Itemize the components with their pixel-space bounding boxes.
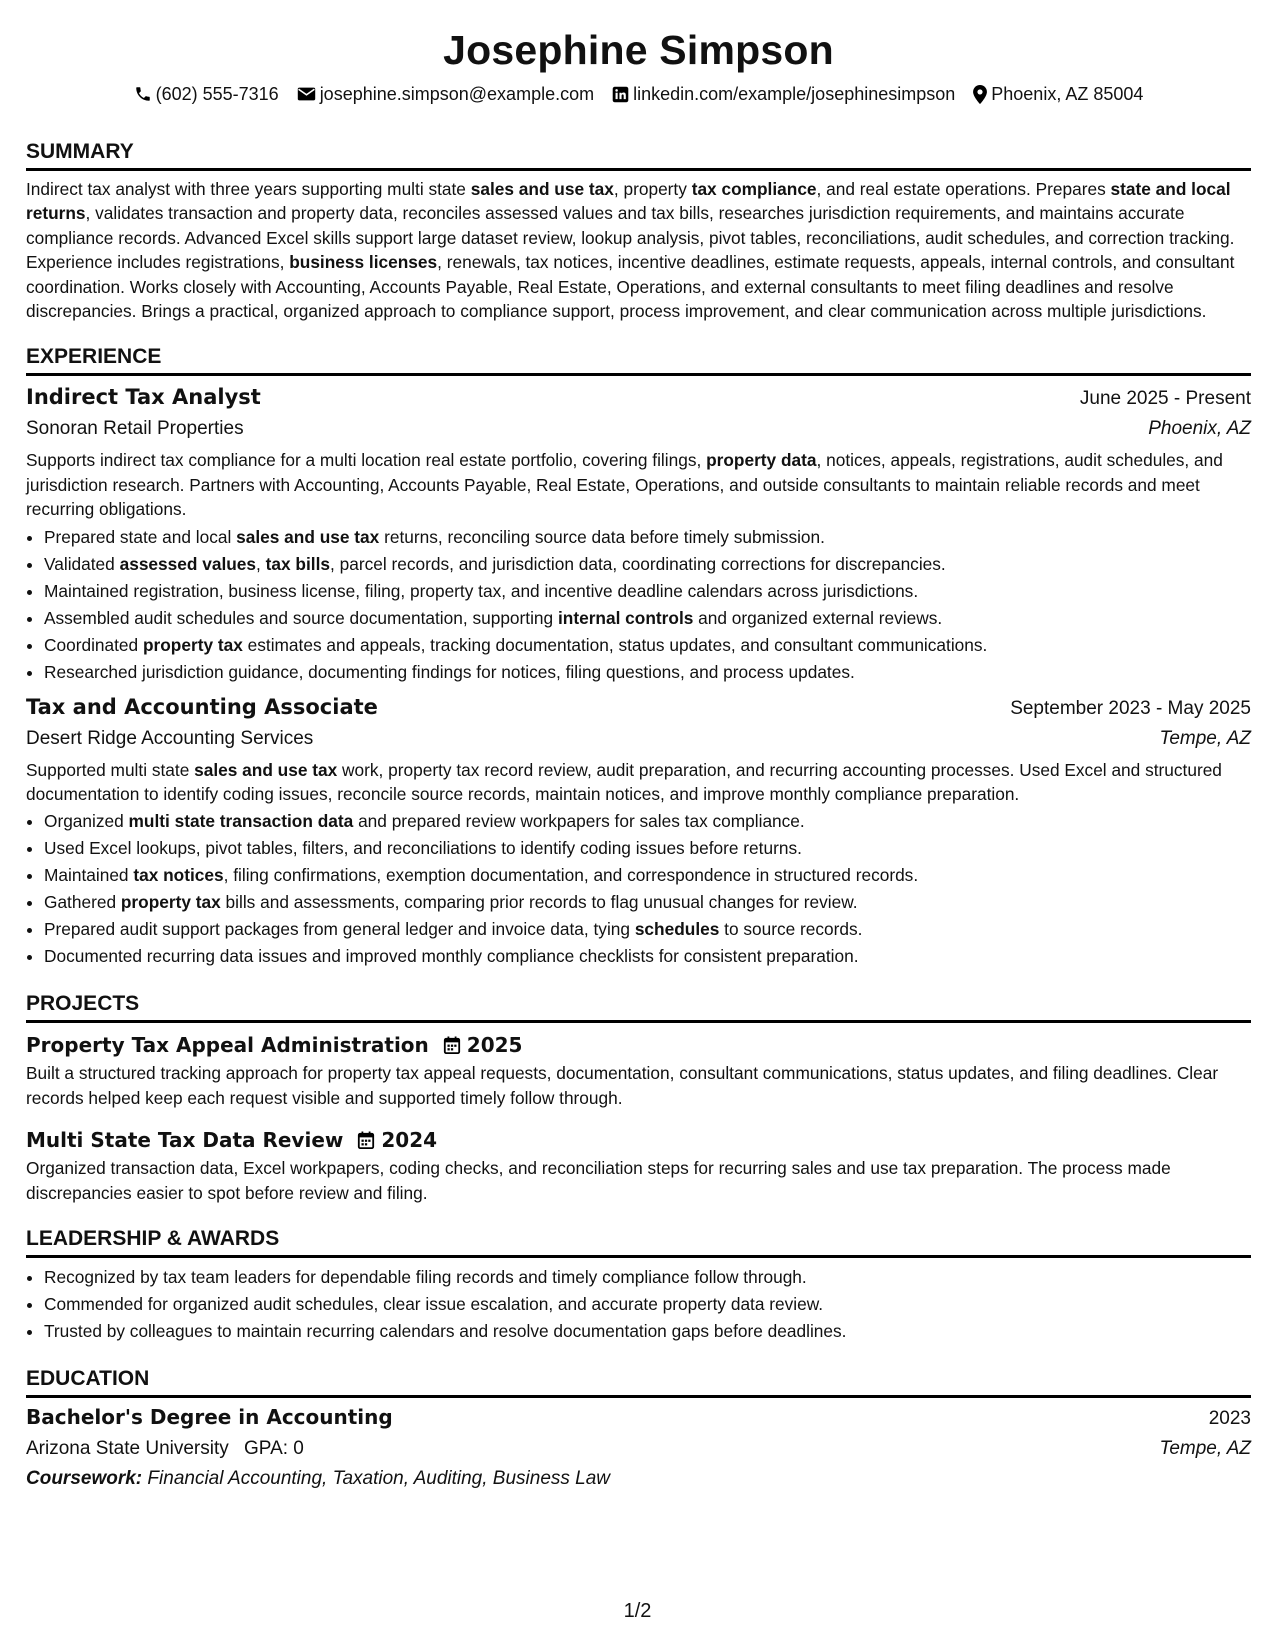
emphasis-text: schedules (634, 919, 720, 940)
job-title: Indirect Tax Analyst (26, 385, 261, 410)
contact-phone (134, 82, 279, 106)
calendar-icon (443, 1036, 461, 1055)
list-item: • Maintained registration, business license, filing, property tax, and incentive deadline calendars across jurisdictions. (44, 578, 1251, 605)
graduation-year: 2023 (1208, 1408, 1251, 1430)
projects-section (26, 990, 1251, 1205)
page-number: 1/2 (623, 1600, 652, 1622)
emphasis-text: tax notices (133, 865, 224, 886)
project-description: Organized transaction data, Excel workpapers, coding checks, and reconciliation steps for recurring sales and use tax preparation. The process made discrepancies easier to spot before review and filing. (26, 1158, 1171, 1203)
list-item: • Coordinated property tax estimates and appeals, tracking documentation, status updates, and consultant communications. (44, 632, 1251, 659)
resume-page (26, 22, 1251, 1494)
emphasis-text: property tax (120, 892, 221, 913)
project-year: 2024 (381, 1128, 438, 1153)
emphasis-text: tax compliance (691, 179, 817, 199)
gpa: GPA: 0 (244, 1438, 304, 1460)
contact-location (973, 82, 1143, 106)
section-title: PROJECTS (26, 990, 1251, 1023)
list-item: • Prepared state and local sales and use tax returns, reconciling source data before timely submission. (44, 524, 1251, 551)
list-item: • Maintained tax notices, filing confirmations, exemption documentation, and correspondence in structured records. (44, 862, 1251, 889)
project-year: 2025 (466, 1033, 523, 1058)
list-item: • Documented recurring data issues and improved monthly compliance checklists for consistent preparation. (44, 943, 1251, 970)
linkedin-text: linkedin.com/example/josephinesimpson (633, 84, 956, 104)
contact-email[interactable] (297, 82, 594, 106)
coursework-list: Financial Accounting, Taxation, Auditing, Business Law (147, 1468, 611, 1490)
project-entry (26, 1126, 1251, 1205)
job-description: Supports indirect tax compliance for a multi location real estate portfolio, covering filings, property data, notices, appeals, registrations, audit schedules, and jurisdiction research. Partners with Accounting, Accounts Payable, Real Estate, Operations, and outside consultants to maintain reliable records and meet recurring obligations. (26, 450, 1223, 520)
job-title: Tax and Accounting Associate (26, 694, 378, 719)
job-entry (26, 382, 1251, 685)
list-item: • Recognized by tax team leaders for dependable filing records and timely compliance follow through. (44, 1264, 1251, 1291)
section-title: LEADERSHIP & AWARDS (26, 1225, 1251, 1258)
leadership-section (26, 1225, 1251, 1345)
map-pin-icon (973, 85, 987, 104)
section-title: EDUCATION (26, 1365, 1251, 1398)
summary-section (26, 138, 1251, 323)
project-name: Property Tax Appeal Administration (26, 1033, 429, 1058)
job-entry (26, 692, 1251, 971)
project-description: Built a structured tracking approach for property tax appeal requests, documentation, consultant communications, status updates, and filing deadlines. Clear records helped keep each request visible and supported timely follow through. (26, 1063, 1219, 1108)
education-section (26, 1365, 1251, 1494)
emphasis-text: multi state transaction data (128, 811, 354, 832)
linkedin-icon (612, 86, 629, 103)
list-item: • Gathered property tax bills and assessments, comparing prior records to flag unusual changes for review. (44, 889, 1251, 916)
degree-title: Bachelor's Degree in Accounting (26, 1405, 393, 1430)
section-title: SUMMARY (26, 138, 1251, 171)
coursework (26, 1464, 1251, 1494)
list-item: • Assembled audit schedules and source documentation, supporting internal controls and organized external reviews. (44, 605, 1251, 632)
emphasis-text: sales and use tax (194, 759, 338, 780)
job-dates: September 2023 - May 2025 (1010, 697, 1251, 719)
emphasis-text: assessed values (119, 553, 257, 574)
emphasis-text: property tax (142, 634, 243, 655)
phone-text: (602) 555-7316 (155, 84, 279, 104)
candidate-name: Josephine Simpson (443, 27, 834, 73)
list-item: • Prepared audit support packages from general ledger and invoice data, tying schedules to source records. (44, 916, 1251, 943)
email-text: josephine.simpson@example.com (319, 84, 595, 104)
project-entry (26, 1031, 1251, 1110)
envelope-icon (297, 86, 316, 102)
emphasis-text: internal controls (557, 607, 694, 628)
job-bullets (26, 808, 1251, 970)
emphasis-text: sales and use tax (470, 179, 614, 199)
school-name: Arizona State University (26, 1438, 229, 1460)
list-item: • Organized multi state transaction data and prepared review workpapers for sales tax compliance. (44, 808, 1251, 835)
summary-text: Indirect tax analyst with three years supporting multi state sales and use tax, property tax compliance, and real estate operations. Prepares state and local returns, validates transaction and property data, reconciles assessed values and tax bills, researches jurisdiction requirements, and maintains accurate compliance records. Advanced Excel skills support large dataset review, lookup analysis, pivot tables, reconciliations, audit schedules, and correction tracking. Experience includes registrations, business licenses, renewals, tax notices, incentive deadlines, estimate requests, appeals, internal controls, and consultant coordination. Works closely with Accounting, Accounts Payable, Real Estate, Operations, and external consultants to meet filing deadlines and resolve discrepancies. Brings a practical, organized approach to compliance support, process improvement, and clear communication across multiple jurisdictions. (26, 179, 1235, 322)
list-item: • Trusted by colleagues to maintain recurring calendars and resolve documentation gaps before deadlines. (44, 1318, 1251, 1345)
job-description: Supported multi state sales and use tax work, property tax record review, audit preparation, and recurring accounting processes. Used Excel and structured documentation to identify coding issues, reconcile source records, maintain notices, and improve monthly compliance preparation. (26, 759, 1222, 805)
emphasis-text: business licenses (289, 252, 438, 273)
contact-bar (26, 82, 1251, 106)
emphasis-text: state and local returns (26, 179, 1231, 224)
job-location: Tempe, AZ (1159, 727, 1251, 749)
emphasis-text: tax bills (265, 553, 330, 574)
experience-section (26, 343, 1251, 970)
coursework-label: Coursework: (26, 1468, 143, 1490)
contact-linkedin[interactable] (612, 82, 955, 106)
job-dates: June 2025 - Present (1079, 388, 1251, 410)
project-name: Multi State Tax Data Review (26, 1128, 344, 1153)
list-item: • Validated assessed values, tax bills, parcel records, and jurisdiction data, coordinating corrections for discrepancies. (44, 551, 1251, 578)
list-item: • Researched jurisdiction guidance, documenting findings for notices, filing questions, and process updates. (44, 659, 1251, 686)
phone-icon (134, 85, 152, 103)
emphasis-text: property data (706, 450, 817, 471)
calendar-icon (357, 1131, 375, 1150)
job-bullets (26, 524, 1251, 686)
list-item: • Used Excel lookups, pivot tables, filters, and reconciliations to identify coding issues before returns. (44, 835, 1251, 862)
emphasis-text: sales and use tax (236, 526, 380, 547)
list-item: • Commended for organized audit schedules, clear issue escalation, and accurate property data review. (44, 1291, 1251, 1318)
leadership-bullets (26, 1264, 1251, 1345)
section-title: EXPERIENCE (26, 343, 1251, 376)
company-name: Desert Ridge Accounting Services (26, 727, 314, 749)
location-text: Phoenix, AZ 85004 (991, 84, 1144, 104)
company-name: Sonoran Retail Properties (26, 418, 244, 440)
job-location: Phoenix, AZ (1148, 418, 1251, 440)
school-location: Tempe, AZ (1159, 1438, 1251, 1460)
